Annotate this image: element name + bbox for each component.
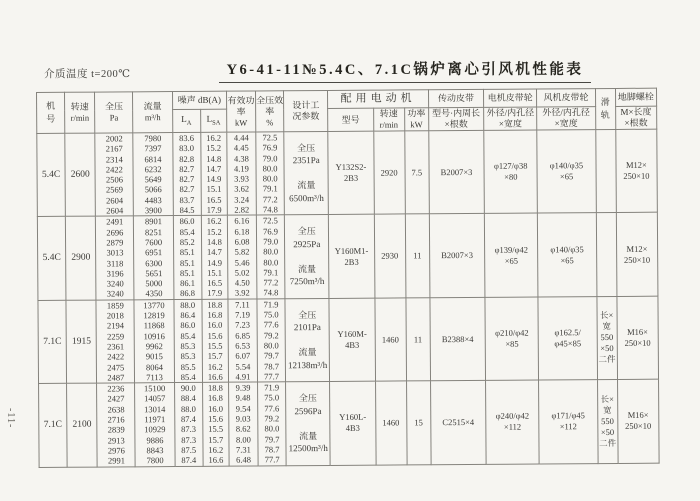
fan-data-block (37, 129, 658, 217)
fan-speed-cell: 2900 (65, 216, 96, 300)
anchor-bolt-cell: M12× 250×10 (616, 213, 658, 297)
belt-cell: C2515×4 (430, 380, 486, 464)
col-header-noise-lsa: $L_{SA}$ (200, 109, 226, 132)
anchor-bolt-cell: M12× 250×10 (615, 129, 657, 213)
fan-speed-cell: 2600 (65, 133, 96, 217)
col-header-noise-la: $L_A$ (172, 109, 200, 132)
motor-speed-cell: 1460 (374, 298, 406, 382)
belt-cell: B2388×4 (430, 297, 486, 381)
design-condition-cell: 全压 2101Pa 流量 12138m³/h (285, 298, 330, 382)
design-condition-cell: 全压 2351Pa 流量 6500m³/h (284, 131, 329, 215)
motor-model-cell: Y160M1- 2B3 (329, 215, 375, 299)
motor-pulley-cell: φ210/φ42 ×85 (485, 297, 539, 381)
fan-performance-table (36, 88, 660, 468)
col-header-belt-sub: 型号·内周长 ×根数 (428, 107, 483, 130)
fan-pulley-cell: φ171/φ45 ×112 (539, 380, 598, 464)
motor-speed-cell: 1460 (375, 381, 407, 465)
motor-power-cell: 11 (406, 298, 431, 382)
slide-rail-cell: 长× 宽 550 ×50 二件 (597, 380, 618, 464)
flow-values: 15100 14057 13014 11971 10929 9886 8843 7800 (135, 383, 175, 467)
pressure-values: 1859 2018 2194 2259 2361 2422 2475 2487 (96, 300, 135, 384)
document-title (140, 58, 670, 83)
effective-power-values: 4.44 4.45 4.38 4.19 3.93 3.62 3.24 2.82 (227, 132, 257, 216)
fan-pulley-cell: φ140/φ35 ×65 (537, 130, 596, 214)
col-header-motor-model: 型号 (328, 108, 373, 131)
col-header-motor-group: 配用电动机 (328, 90, 429, 109)
slide-rail-cell (595, 129, 616, 213)
fan-speed-cell: 1915 (66, 300, 97, 384)
col-header-motor-pulley-sub: 外径/内孔径 ×宽度 (484, 107, 537, 130)
noise-lsa-values: 16.2 15.2 14.8 14.7 14.9 15.1 16.5 17.9 (201, 216, 228, 300)
motor-pulley-cell: φ139/φ42 ×65 (484, 213, 538, 297)
flow-values: 13770 12819 11868 10916 9962 9015 8064 7113 (134, 299, 174, 383)
col-header-motor-power: 功率 kW (404, 108, 428, 131)
fan-data-block (37, 213, 658, 301)
page-number: -11- (5, 408, 16, 429)
medium-temperature-note: 介质温度 t=200℃ (44, 69, 131, 80)
machine-no-cell: 5.4C (37, 133, 66, 217)
motor-speed-cell: 2930 (374, 214, 406, 298)
motor-power-cell: 7.5 (404, 131, 429, 215)
col-header-noise-group: 噪声 dB(A) (172, 91, 226, 109)
col-header-machine-no: 机号 (37, 92, 65, 133)
design-condition-cell: 全压 2925Pa 流量 7250m³/h (284, 215, 329, 299)
noise-lsa-values: 16.2 15.2 14.8 14.7 14.9 15.1 16.5 17.9 (201, 132, 228, 216)
motor-power-cell: 15 (406, 381, 431, 465)
col-header-design-condition: 设计工 况参数 (284, 90, 328, 131)
col-header-belt-group: 传动皮带 (428, 89, 483, 107)
effective-power-values: 7.11 7.19 7.23 6.85 6.53 6.07 5.54 4.91 (228, 299, 258, 383)
noise-la-values: 86.0 85.4 85.2 85.1 85.1 85.1 86.1 86.8 (173, 216, 202, 300)
col-header-fan-pulley-sub: 外径/内孔径 ×宽度 (537, 107, 595, 130)
col-header-effective-power: 有效功率 kW (226, 91, 255, 132)
pressure-values: 2002 2167 2314 2422 2506 2569 2604 2604 (95, 133, 134, 217)
table-header (37, 88, 657, 133)
col-header-fan-pulley-group: 风机皮带轮 (537, 89, 595, 107)
anchor-bolt-cell: M16× 250×10 (617, 379, 659, 463)
slide-rail-cell (596, 213, 617, 297)
fan-data-block (38, 296, 659, 384)
slide-rail-cell: 长× 宽 550 ×50 二件 (597, 296, 618, 380)
col-header-anchor-group: 地脚螺栓 (615, 88, 656, 106)
effective-power-values: 6.16 6.18 6.08 5.82 5.46 5.02 4.50 3.92 (227, 215, 257, 299)
efficiency-values: 72.5 76.9 79.0 80.0 80.0 79.1 77.2 74.8 (256, 132, 285, 216)
col-header-slide-rail: 滑轨 (595, 88, 615, 129)
effective-power-values: 9.39 9.48 9.54 9.03 8.62 8.00 7.31 6.48 (228, 382, 258, 466)
design-condition-cell: 全压 2596Pa 流量 12500m³/h (286, 382, 331, 466)
motor-model-cell: Y132S2- 2B3 (328, 131, 374, 215)
flow-values: 7980 7397 6814 6232 5649 5066 4483 3900 (133, 133, 173, 217)
belt-cell: B2007×3 (429, 130, 485, 214)
belt-cell: B2007×3 (429, 214, 485, 298)
motor-pulley-cell: φ240/φ42 ×112 (486, 380, 540, 464)
table-body (37, 129, 659, 467)
efficiency-values: 71.9 75.0 77.6 79.2 80.0 79.7 78.7 77.7 (257, 299, 286, 383)
noise-lsa-values: 18.8 16.8 16.0 15.6 15.5 15.7 16.2 16.6 (202, 382, 229, 466)
col-header-pressure: 全压 Pa (95, 92, 133, 133)
col-header-fan-speed: 转速 r/min (65, 92, 95, 133)
efficiency-values: 72.5 76.9 79.0 80.0 80.0 79.1 77.2 74.8 (256, 215, 285, 299)
flow-values: 8901 8251 7600 6951 6300 5651 5000 4350 (134, 216, 174, 300)
col-header-motor-pulley-group: 电机皮带轮 (484, 89, 537, 107)
efficiency-values: 71.9 75.0 77.6 79.2 80.0 79.7 78.7 77.7 (258, 382, 287, 466)
noise-la-values: 88.0 86.4 86.0 85.4 85.3 85.3 85.5 85.4 (174, 299, 203, 383)
pressure-values: 2236 2427 2638 2716 2839 2913 2976 2991 (97, 383, 136, 467)
motor-power-cell: 11 (405, 214, 430, 298)
motor-pulley-cell: φ127/φ38 ×80 (484, 130, 538, 214)
motor-model-cell: Y160L- 4B3 (330, 381, 376, 465)
fan-pulley-cell: φ140/φ35 ×65 (538, 213, 597, 297)
machine-no-cell: 7.1C (39, 383, 68, 467)
col-header-efficiency: 全压效率 % (255, 91, 283, 132)
machine-no-cell: 7.1C (38, 300, 67, 384)
col-header-motor-speed: 转速 r/min (373, 108, 404, 131)
fan-pulley-cell: φ162.5/ φ45×85 (538, 296, 597, 380)
noise-la-values: 83.6 83.0 82.8 82.7 82.7 82.7 83.7 84.5 (172, 132, 201, 216)
col-header-anchor-sub: M×长度 ×根数 (615, 106, 656, 129)
motor-speed-cell: 2920 (373, 131, 405, 215)
motor-model-cell: Y160M- 4B3 (329, 298, 375, 382)
machine-no-cell: 5.4C (37, 217, 66, 301)
fan-data-block (39, 379, 660, 467)
anchor-bolt-cell: M16× 250×10 (617, 296, 659, 380)
fan-speed-cell: 2100 (67, 383, 98, 467)
performance-table-wrapper (36, 88, 660, 468)
col-header-flow: 流量 m³/h (133, 92, 172, 133)
noise-lsa-values: 18.8 16.8 16.0 15.6 15.5 15.7 16.2 16.6 (202, 299, 229, 383)
document-title-text: Y6-41-11№5.4C、7.1C锅炉离心引风机性能表 (219, 58, 592, 83)
noise-la-values: 90.0 88.4 88.0 87.4 87.3 87.3 87.5 87.4 (174, 382, 203, 466)
pressure-values: 2491 2696 2879 3013 3118 3196 3240 3240 (96, 216, 135, 300)
